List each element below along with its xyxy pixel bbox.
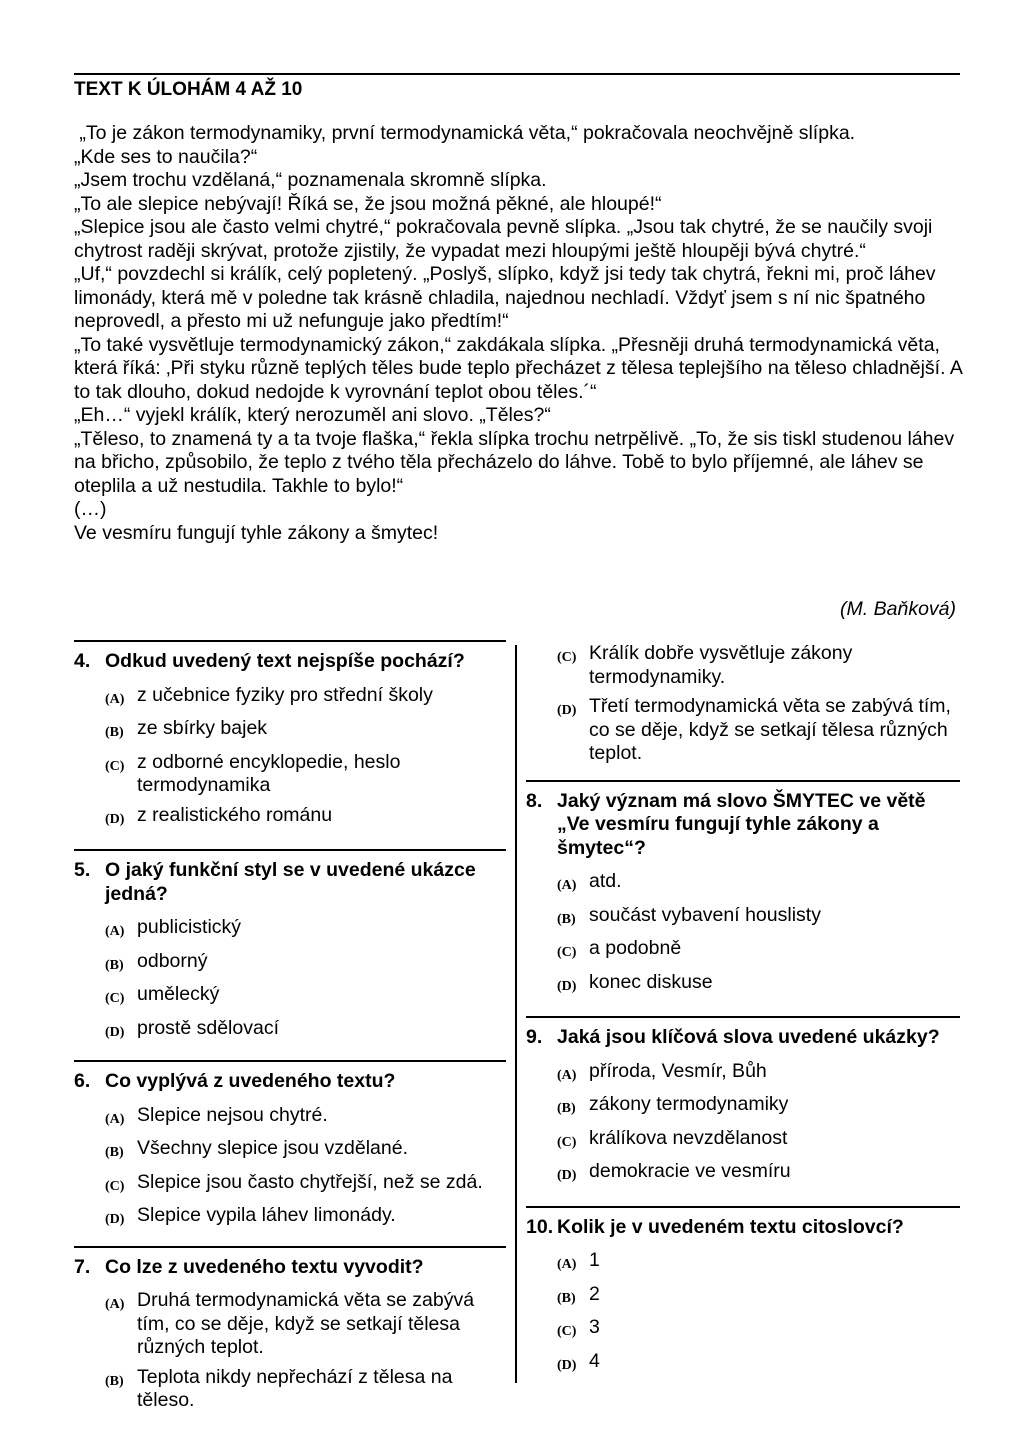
answer-option[interactable]: [74, 804, 506, 832]
passage-paragraph: „To je zákon termodynamiky, první termodynamická věta,“ pokračovala neochvějně slípka.: [74, 122, 856, 144]
question-text: Co vyplývá z uvedeného textu?: [105, 1070, 396, 1092]
section-heading: TEXT K ÚLOHÁM 4 AŽ 10: [74, 79, 303, 100]
option-letter: (D): [105, 811, 125, 827]
reading-passage: [74, 122, 968, 545]
answer-option[interactable]: [74, 950, 506, 978]
option-letter: (A): [105, 691, 125, 707]
option-text: Třetí termodynamická věta se zabývá tím, co se děje, když se setkají tělesa různých teplot.: [589, 695, 951, 764]
option-letter: (C): [557, 945, 577, 960]
option-text: ze sbírky bajek: [137, 717, 268, 739]
option-letter: (C): [557, 1134, 577, 1150]
passage-paragraph: Ve vesmíru fungují tyhle zákony a šmytec!: [74, 521, 439, 544]
passage-paragraph: „Jsem trochu vzdělaná,“ poznamenala skromně slípka.: [74, 169, 547, 191]
answer-option[interactable]: [526, 937, 960, 965]
answer-option[interactable]: [526, 870, 960, 898]
answer-option[interactable]: [74, 1137, 506, 1165]
option-letter: (A): [557, 1257, 577, 1272]
answer-option[interactable]: [74, 684, 506, 712]
option-letter: (B): [105, 1145, 124, 1160]
option-letter: (D): [557, 1168, 577, 1183]
answer-option[interactable]: [526, 1316, 960, 1344]
answer-option[interactable]: [526, 971, 960, 999]
answer-option[interactable]: [74, 1017, 506, 1045]
option-text: z učebnice fyziky pro střední školy: [137, 683, 433, 706]
option-letter: (A): [105, 1297, 125, 1312]
option-letter: (D): [105, 1024, 125, 1040]
option-letter: (A): [105, 1111, 125, 1127]
passage-paragraph: „Eh…“ vyjekl králík, který nerozuměl ani slovo. „Těles?“: [74, 404, 551, 426]
option-text: 2: [589, 1282, 600, 1305]
question-number: 8.: [526, 789, 543, 812]
question-text: Odkud uvedený text nejspíše pochází?: [105, 650, 465, 672]
option-text: Slepice vypila láhev limonády.: [137, 1204, 396, 1226]
option-text: odborný: [137, 949, 208, 972]
question-number: 9.: [526, 1026, 543, 1048]
question-text: Co lze z uvedeného textu vyvodit?: [105, 1255, 424, 1278]
column-divider: [515, 645, 517, 1383]
option-letter: (C): [557, 1324, 577, 1339]
passage-paragraph: „Uf,“ povzdechl si králík, celý popletený. „Poslyš, slípko, když jsi tedy tak chytrá, řekni mi, proč láhev limonády, která mě v poledne tak krásně chladila, najednou nechladí. Vždyť jsem s ní nic špatného neprovedl, a přesto mi už nefunguje jako předtím!“: [74, 263, 941, 332]
option-letter: (D): [557, 978, 577, 994]
option-text: atd.: [589, 870, 622, 892]
option-text: umělecký: [137, 983, 220, 1005]
answer-option[interactable]: [526, 1127, 960, 1155]
option-letter: (A): [105, 924, 125, 939]
answer-option[interactable]: [74, 1171, 506, 1199]
question-text: Jaký význam má slovo ŠMYTEC ve větě „Ve vesmíru fungují tyhle zákony a šmytec“?: [557, 789, 926, 859]
passage-paragraph: (…): [74, 498, 107, 520]
question-4: [74, 640, 506, 831]
option-letter: (B): [105, 725, 124, 740]
option-text: Králík dobře vysvětluje zákony termodynamiky.: [589, 642, 853, 688]
option-letter: (C): [105, 758, 125, 774]
answer-option[interactable]: [74, 1204, 506, 1232]
answer-option[interactable]: [526, 1249, 960, 1277]
option-text: demokracie ve vesmíru: [589, 1160, 791, 1182]
option-letter: (A): [557, 878, 577, 893]
option-text: součást vybavení houslisty: [589, 903, 821, 926]
question-5: [74, 849, 506, 1044]
question-text: O jaký funkční styl se v uvedené ukázce jedná?: [105, 859, 476, 905]
option-text: Teplota nikdy nepřechází z tělesa na těleso.: [137, 1365, 453, 1411]
question-7-continued: [526, 640, 960, 766]
passage-paragraph: „Těleso, to znamená ty a ta tvoje flaška,“ řekla slípka trochu netrpělivě. „To, že sis tiskl studenou láhev na břicho, způsobilo, že teplo z tvého těla přecházelo do láhve. Tobě to bylo příjemné, ale láhev se oteplila a už nestudila. Takhle to bylo!“: [74, 427, 960, 497]
option-text: 3: [589, 1316, 600, 1338]
question-8: [526, 780, 960, 999]
option-text: Všechny slepice jsou vzdělané.: [137, 1137, 408, 1159]
option-text: 4: [589, 1349, 600, 1372]
option-text: z realistického románu: [137, 803, 333, 826]
answer-option[interactable]: [526, 1283, 960, 1311]
option-text: Druhá termodynamická věta se zabývá tím, co se děje, když se setkají tělesa různých teplot.: [137, 1289, 475, 1358]
top-rule: [74, 73, 960, 75]
question-number: 10.: [526, 1215, 554, 1238]
question-number: 4.: [74, 650, 91, 672]
question-text: Kolik je v uvedeném textu citoslovcí?: [557, 1215, 904, 1238]
option-letter: (B): [105, 1373, 124, 1389]
answer-option[interactable]: [526, 1160, 960, 1188]
answer-option[interactable]: [74, 1289, 506, 1360]
option-text: a podobně: [589, 937, 682, 959]
option-letter: (A): [557, 1067, 577, 1083]
option-letter: (D): [557, 1357, 577, 1373]
answer-option[interactable]: [526, 1350, 960, 1378]
question-text: Jaká jsou klíčová slova uvedené ukázky?: [557, 1026, 940, 1048]
passage-paragraph: „Kde ses to naučila?“: [74, 145, 258, 168]
answer-option[interactable]: [74, 717, 506, 745]
answer-option[interactable]: [74, 1366, 506, 1413]
answer-option[interactable]: [526, 904, 960, 932]
passage-paragraph: „To také vysvětluje termodynamický zákon,“ zakdákala slípka. „Přesněji druhá termodynamická věta, která říká: ‚Při styku různě teplých těles bude teplo přecházet z tělesa teplejšího na těleso chladnější. A to tak dlouho, dokud nedojde k vyrovnání teplot obou těles.´“: [74, 333, 968, 403]
option-letter: (C): [105, 991, 125, 1006]
left-column: [74, 640, 506, 1419]
option-letter: (B): [557, 1290, 576, 1306]
passage-paragraph: „To ale slepice nebývají! Říká se, že jsou možná pěkné, ale hloupé!“: [74, 192, 662, 215]
option-letter: (C): [105, 1178, 125, 1194]
question-number: 5.: [74, 859, 91, 881]
question-number: 6.: [74, 1070, 91, 1092]
option-text: Slepice nejsou chytré.: [137, 1103, 328, 1126]
option-text: příroda, Vesmír, Bůh: [589, 1059, 767, 1082]
answer-option[interactable]: [526, 1093, 960, 1121]
question-7: [74, 1246, 506, 1413]
passage-paragraph: „Slepice jsou ale často velmi chytré,“ pokračovala pevně slípka. „Jsou tak chytré, že se naučily svoji chytrost raději skrývat, protože zjistily, že vypadat mezi hloupými ještě hloupěji bývá chytré.“: [74, 216, 938, 262]
answer-option[interactable]: [74, 916, 506, 944]
option-letter: (D): [557, 703, 577, 718]
answer-option[interactable]: [74, 983, 506, 1011]
question-10: [526, 1206, 960, 1378]
option-letter: (C): [557, 650, 577, 665]
answer-option[interactable]: [526, 1060, 960, 1088]
attribution: (M. Baňková): [840, 598, 956, 620]
option-text: 1: [589, 1249, 600, 1271]
option-text: prostě sdělovací: [137, 1016, 279, 1039]
option-letter: (B): [557, 911, 576, 927]
answer-option[interactable]: [74, 751, 506, 798]
option-text: králíkova nevzdělanost: [589, 1126, 788, 1149]
option-letter: (B): [557, 1101, 576, 1116]
option-text: zákony termodynamiky: [589, 1093, 789, 1115]
question-9: [526, 1016, 960, 1188]
answer-option[interactable]: [526, 695, 960, 766]
right-column: [526, 640, 960, 1383]
option-text: publicistický: [137, 916, 242, 938]
option-text: Slepice jsou často chytřejší, než se zdá.: [137, 1170, 483, 1193]
question-number: 7.: [74, 1255, 91, 1278]
option-text: konec diskuse: [589, 970, 713, 993]
answer-option[interactable]: [526, 642, 960, 689]
option-letter: (B): [105, 957, 124, 973]
option-letter: (D): [105, 1212, 125, 1227]
answer-option[interactable]: [74, 1104, 506, 1132]
question-6: [74, 1060, 506, 1232]
option-text: z odborné encyklopedie, heslo termodynamika: [137, 750, 401, 796]
